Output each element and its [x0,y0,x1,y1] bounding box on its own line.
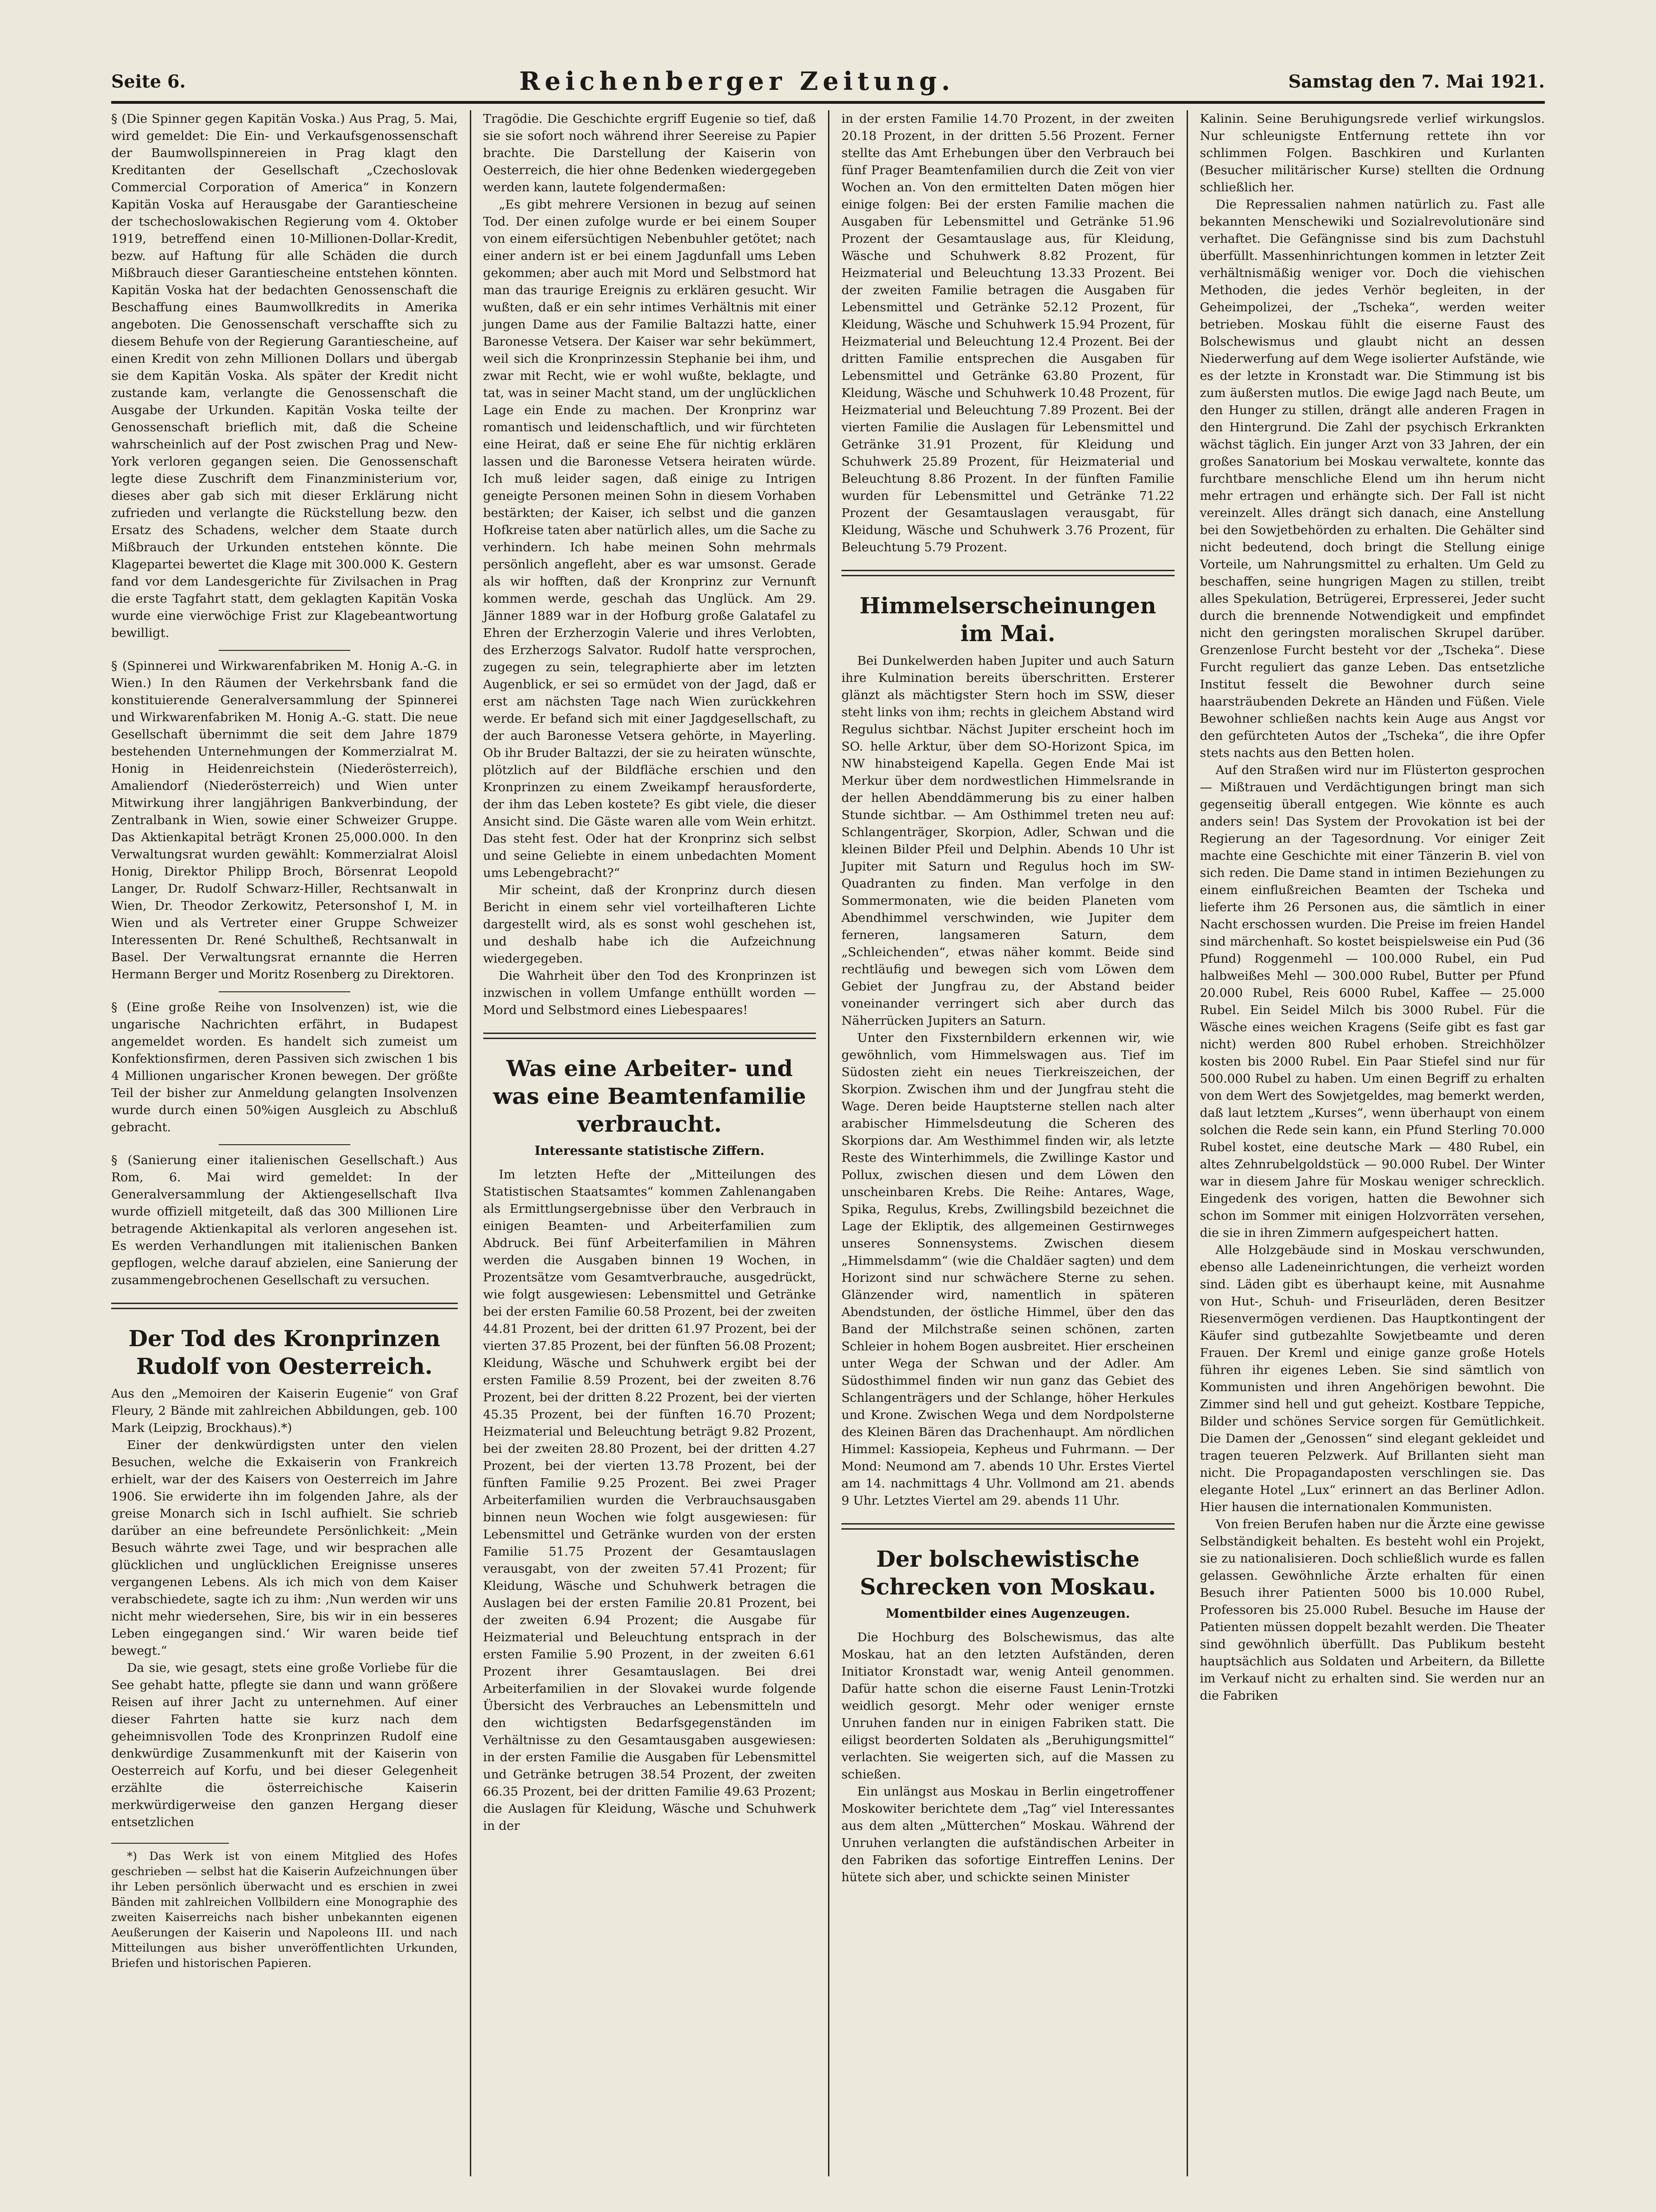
article-headline-rudolf: Der Tod des Kronprinzen Rudolf von Oesterreich. [128,1326,441,1380]
section-rule [841,1523,1175,1530]
columns [111,110,1545,2176]
article-headline-family: Was eine Arbeiter- und was eine Beamtenfamilie verbraucht. [493,1056,806,1137]
column-2 [470,110,828,2176]
article-headline-moscow: Der bolschewistische Schrecken von Moskau. [860,1546,1156,1600]
article-subheadline: Interessante statistische Ziffern. [534,1144,765,1158]
article-paragraph: Alle Holzgebäude sind in Moskau verschwunden, ebenso alle Ladeneinrichtungen, die verheizt worden sind. Läden gibt es überhaupt keine, mit Ausnahme von Hut-, Schuh- und Friseurläden, deren Besitzer Riesenvermögen verdienen. Das Hauptkontingent der Käufer sind gutbezahlte Sowjetbeamte und deren Frauen. Der Kreml und einige ganze große Hotels führen ihr eigenes Leben. Sie sind sämtlich von Kommunisten und ihren Angehörigen bewohnt. Die Zimmer sind hell und gut geheizt. Kostbare Teppiche, Bilder und schönes Service sorgen für Gemütlichkeit. Die Damen der „Genossen“ sind elegant gekleidet und tragen teueren Pelzwerk. Auf Brillanten sieht man nicht. Die Propagandaposten verschlingen sie. Das elegante Hotel „Lux“ erinnert an das Berliner Adlon. Hier hausen die internationalen Kommunisten. [1200,1243,1545,1514]
section-rule [483,1033,816,1039]
article-intro-rudolf: Aus den „Memoiren der Kaiserin Eugenie“ von Graf Fleury, 2 Bände mit zahlreichen Abbildungen, geb. 100 Mark (Leipzig, Brockhaus).*) [111,1386,458,1435]
masthead [111,65,1545,97]
article-paragraph: Auf den Straßen wird nur im Flüsterton gesprochen — Mißtrauen und Verdächtigungen bringt man sich gegenseitig überall entgegen. Wie könnte es auch anders sein! Das System der Provokation ist bei der Regierung an der Tagesordnung. Vor einiger Zeit machte eine Geschichte mit einer Tänzerin B. viel von sich reden. Die Dame stand in intimen Beziehungen zu einem einflußreichen Beamten der Tscheka und lieferte ihm 26 Personen aus, die sämtlich in einer Nacht erschossen wurden. Die Preise im freien Handel sind märchenhaft. So kostet beispielsweise ein Pud (36 Pfund) Roggenmehl — 100.000 Rubel, ein Pud halbweißes Mehl — 300.000 Rubel, Butter per Pfund 20.000 Rubel, Reis 6000 Rubel, Kaffee — 25.000 Rubel. Ein Seidel Milch bis 3000 Rubel. Für die Wäsche eines weichen Kragens (Seife gibt es fast gar nicht) werden 800 Rubel erhoben. Streichhölzer kosten bis 2000 Rubel. Ein Paar Stiefel sind nur für 500.000 Rubel zu haben. Um einen Begriff zu erhalten von dem Wert des Sowjetgeldes, mag bemerkt werden, daß laut letztem „Kurses“, wenn überhaupt von einem solchen die Rede sein kann, ein Pfund Sterling 70.000 Rubel kostet, eine deutsche Mark — 480 Rubel, ein altes Zehnrubelgoldstück — 90.000 Rubel. Der Winter war in diesem Jahre für Moskau weniger schrecklich. Eingedenk des vorigen, hatten die Bewohner sich schon im Sommer mit einigen Holzvorräten versehen, die sie in ihren Zimmern aufgespeichert hatten. [1200,763,1545,1240]
article-paragraph: Einer der denkwürdigsten unter den vielen Besuchen, welche die Exkaiserin von Frankreich erhielt, war der des Kaisers von Oesterreich im Jahre 1906. Sie erwiderte ihn im folgenden Jahre, als der greise Monarch sich in Ischl aufhielt. Sie schrieb darüber an eine befreundete Persönlichkeit: „Mein Besuch währte zwei Tage, und wir besprachen alle glücklichen und unglücklichen Ereignisse unseres vergangenen Lebens. Als ich mich von dem Kaiser verabschiedete, sagte ich zu ihm: ‚Nun werden wir uns nicht mehr wiedersehen, Sire, bis wir in ein besseres Leben eingegangen sind.‘ Wir waren beide tief bewegt.“ [111,1438,458,1658]
article-paragraph: Ein unlängst aus Moskau in Berlin eingetroffener Moskowiter berichtete dem „Tag“ viel Interessantes aus dem alten „Mütterchen“ Moskau. Während der Unruhen verlangten die aufständischen Arbeiter in den Fabriken das sofortige Eintreffen Lenins. Der hütete sich aber, und schickte seinen Minister [841,1784,1175,1884]
page-number: Seite 6. [111,70,186,92]
column-4 [1187,110,1545,2176]
newspaper-title: Reichenberger Zeitung. [519,66,955,96]
article-paragraph: Tragödie. Die Geschichte ergriff Eugenie so tief, daß sie sie sofort noch während ihrer Seereise zu Papier brachte. Die Darstellung der Kaiserin von Oesterreich, die hier ohne Bedenken wiedergegeben werden kann, lautete folgendermaßen: [483,112,816,195]
article-paragraph: Im letzten Hefte der „Mitteilungen des Statistischen Staatsamtes“ kommen Zahlenangaben als Ermittlungsergebnisse über den Verbrauch in einigen Beamten- und Arbeiterfamilien zum Abdruck. Bei fünf Arbeiterfamilien in Mähren werden die Ausgaben binnen 19 Wochen, in Prozentsätze vom Gesamtverbrauche, ausgedrückt, wie folgt ausgewiesen: Lebensmittel und Getränke bei der ersten Familie 60.58 Prozent, bei der zweiten 44.81 Prozent, bei der dritten 61.97 Prozent, bei der vierten 37.85 Prozent, bei der fünften 56.08 Prozent; Kleidung, Wäsche und Schuhwerk ergibt bei der ersten Familie 8.59 Prozent, bei der zweiten 8.76 Prozent, bei der dritten 8.22 Prozent, bei der vierten 45.35 Prozent, bei der fünften 16.70 Prozent; Heizmaterial und Beleuchtung beträgt 9.82 Prozent, bei der zweiten 28.80 Prozent, bei der dritten 4.27 Prozent, bei der vierten 13.78 Prozent, bei der fünften Familie 9.25 Prozent. Bei zwei Prager Arbeiterfamilien wurden die Verbrauchsausgaben binnen neun Wochen wie folgt ausgewiesen: für Lebensmittel und Getränke wurden von der ersten Familie 51.75 Prozent der Gesamtauslagen verausgabt, von der zweiten 57.41 Prozent; für Kleidung, Wäsche und Schuhwerk betragen die Auslagen bei der ersten Familie 20.81 Prozent, bei der zweiten 6.94 Prozent; die Ausgabe für Heizmaterial und Beleuchtung entsprach in der ersten Familie 5.90 Prozent, in der zweiten 6.61 Prozent ihrer Gesamtauslagen. Bei drei Arbeiterfamilien in der Slovakei wurde folgende Übersicht des Verbrauches an Lebensmitteln und den wichtigsten Bedarfsgegenständen im Verhältnisse zu den Gesamtausgaben ausgewiesen: in der ersten Familie die Ausgaben für Lebensmittel und Getränke betrugen 38.54 Prozent, der zweiten 66.35 Prozent, bei der dritten Familie 49.63 Prozent; die Auslagen für Kleidung, Wäsche und Schuhwerk in der [483,1167,816,1833]
news-item-insolvencies: § (Eine große Reihe von Insolvenzen) ist, wie die ungarische Nachrichten erfährt, in Budapest angemeldet worden. Es handelt sich zumeist um Konfektionsfirmen, deren Passiven sich zwischen 1 bis 4 Millionen ungarischer Kronen bewegen. Der größte Teil der bisher zur Anmeldung gelangten Insolvenzen wurde durch einen 50%igen Ausgleich zu Abschluß gebracht. [111,1000,458,1134]
section-rule [841,570,1175,576]
masthead-rule [111,101,1545,104]
article-paragraph: Die Wahrheit über den Tod des Kronprinzen ist inzwischen in vollem Umfange enthüllt worden — Mord und Selbstmord eines Liebespaares! [483,969,816,1017]
issue-date: Samstag den 7. Mai 1921. [1288,70,1545,92]
news-item-ilva: § (Sanierung einer italienischen Gesellschaft.) Aus Rom, 6. Mai wird gemeldet: In der Generalversammlung der Aktiengesellschaft Ilva wurde offiziell mitgeteilt, daß das 300 Millionen Lire betragende Aktienkapital als verloren angesehen ist. Es werden Verhandlungen mit italienischen Banken gepflogen, welche darauf abzielen, eine Sanierung der zusammengebrochenen Gesellschaft zu versuchen. [111,1153,458,1287]
article-paragraph: Die Hochburg des Bolschewismus, das alte Moskau, hat an den letzten Aufständen, deren Initiator Kronstadt war, wenig Anteil genommen. Dafür hatte schon die eiserne Faust Lenin-Trotzki weidlich gesorgt. Mehr oder weniger ernste Unruhen fanden nur in einigen Fabriken statt. Die eiligst beorderten Soldaten als „Beruhigungsmittel“ verlachten. Sie weigerten sich, auf die Massen zu schießen. [841,1630,1175,1782]
article-paragraph: in der ersten Familie 14.70 Prozent, in der zweiten 20.18 Prozent, in der dritten 5.56 Prozent. Ferner stellte das Amt Erhebungen über den Verbrauch bei fünf Prager Beamtenfamilien durch die Zeit von vier Wochen an. Von den ermittelten Daten mögen hier einige folgen: Bei der ersten Familie machen die Ausgaben für Lebensmittel und Getränke 51.96 Prozent der Gesamtauslage aus, für Kleidung, Wäsche und Schuhwerk 8.82 Prozent, für Heizmaterial und Beleuchtung 13.33 Prozent. Bei der zweiten Familie betragen die Ausgaben für Lebensmittel und Getränke 52.12 Prozent, für Kleidung, Wäsche und Schuhwerk 15.94 Prozent, für Heizmaterial und Beleuchtung 12.4 Prozent. Bei der dritten Familie entsprechen die Ausgaben für Lebensmittel und Getränke 63.80 Prozent, für Kleidung, Wäsche und Schuhwerk 10.48 Prozent, für Heizmaterial und Beleuchtung 7.89 Prozent. Bei der vierten Familie die Auslagen für Lebensmittel und Getränke 31.91 Prozent, für Kleidung und Schuhwerk 25.89 Prozent, für Heizmaterial und Beleuchtung 8.86 Prozent. In der fünften Familie wurden für Lebensmittel und Getränke 71.22 Prozent der Gesamtauslagen verausgabt, für Kleidung, Wäsche und Schuhwerk 3.76 Prozent, für Beleuchtung 5.79 Prozent. [841,112,1175,555]
article-paragraph: Kalinin. Seine Beruhigungsrede verlief wirkungslos. Nur schleunigste Entfernung rettete ihn vor schlimmen Folgen. Baschkiren und Kurlanten (Besucher militärischer Kurse) stellten die Ordnung schließlich her. [1200,112,1545,195]
divider [219,650,350,651]
article-paragraph: Von freien Berufen haben nur die Ärzte eine gewisse Selbständigkeit behalten. Es besteht wohl ein Projekt, sie zu nationalisieren. Doch schließlich wurde es fallen gelassen. Gewöhnliche Ärzte erhalten für einen Besuch ihrer Patienten 5000 bis 10.000 Rubel, Professoren bis 25.000 Rubel. Besuche im Hause der Patienten müssen doppelt bezahlt werden. Die Theater sind gewöhnlich überfüllt. Das Publikum besteht hauptsächlich aus Soldaten und Arbeitern, da Billette im Verkauf nicht zu erhalten sind. Sie werden nur an die Fabriken [1200,1517,1545,1703]
article-paragraph: „Es gibt mehrere Versionen in bezug auf seinen Tod. Der einen zufolge wurde er bei einem Souper von einem eifersüchtigen Nebenbuhler getötet; nach einer andern ist er bei einem Jagdunfall ums Leben gekommen; aber auch mit Mord und Selbstmord hat man das traurige Ereignis zu erklären gesucht. Wir wußten, daß er ein sehr intimes Verhältnis mit einer jungen Dame aus der Familie Baltazzi hatte, einer Baronesse Vetsera. Der Kaiser war sehr bekümmert, weil sich die Kronprinzessin Stephanie bei ihm, und zwar mit Recht, wie er wohl wußte, beklagte, und tat, was in seiner Macht stand, um der unglücklichen Lage ein Ende zu machen. Der Kronprinz war romantisch und leidenschaftlich, und wir fürchteten eine Heirat, daß er seine Ehe für nichtig erklären lassen und die Baronesse Vetsera heiraten würde. Ich muß leider sagen, daß einige zu Intrigen geneigte Personen meinen Sohn in diesem Vorhaben bestärkten; der Kaiser, ich selbst und die ganzen Hofkreise taten aber natürlich alles, um die Sache zu verhindern. Ich habe meinen Sohn mehrmals persönlich angefleht, aber es war umsonst. Gerade als wir hofften, daß der Kronprinz zur Vernunft kommen werde, geschah das Unglück. Am 29. Jänner 1889 war in der Hofburg große Galatafel zu Ehren der Erzherzogin Valerie und ihres Verlobten, des Erzherzogs Salvator. Rudolf hatte versprochen, zugegen zu sein, telegraphierte aber im letzten Augenblick, er sei so ermüdet von der Jagd, daß er erst am nächsten Tage nach Wien zurückkehren werde. Er befand sich mit einer Jagdgesellschaft, zu der auch Baronesse Vetsera gehörte, in Mayerling. Ob ihr Bruder Baltazzi, der sie zu heiraten wünschte, plötzlich auf der Bildfläche erschien und den Kronprinzen zu einem Zweikampf herausforderte, der ihm das Leben kostete? Es gibt viele, die dieser Ansicht sind. Die Gäste waren alle vom Wein erhitzt. Das steht fest. Oder hat der Kronprinz sich selbst und seine Geliebte in einem unbedachten Moment ums Lebengebracht?“ [483,197,816,880]
article-paragraph: Da sie, wie gesagt, stets eine große Vorliebe für die See gehabt hatte, pflegte sie dann und wann größere Reisen auf ihrer Jacht zu unternehmen. Auf einer dieser Fahrten hatte sie kurz nach dem geheimnisvollen Tode des Kronprinzen Rudolf eine denkwürdige Zusammenkunft mit der Kaiserin von Oesterreich auf Korfu, und bei dieser Gelegenheit erzählte die österreichische Kaiserin merkwürdigerweise den ganzen Hergang dieser entsetzlichen [111,1661,458,1829]
article-paragraph: Die Repressalien nahmen natürlich zu. Fast alle bekannten Menschewiki und Sozialrevolutionäre sind verhaftet. Die Gefängnisse sind bis zum Dachstuhl überfüllt. Massenhinrichtungen kommen in letzter Zeit verhältnismäßig weniger vor. Doch die viehischen Methoden, die jedes Verhör begleiten, in der Geheimpolizei, der „Tscheka“, werden weiter betrieben. Moskau fühlt die eiserne Faust des Bolschewismus und glaubt nicht an dessen Niederwerfung auf dem Wege isolierter Aufstände, wie es der letzte in Kronstadt war. Die Stimmung ist bis zum äußersten mutlos. Die ewige Jagd nach Beute, um den Hunger zu stillen, drängt alle anderen Fragen in den Hintergrund. Die Zahl der psychisch Erkrankten wächst täglich. Ein junger Arzt von 33 Jahren, der ein großes Sanatorium bei Moskau verwaltete, konnte das furchtbare menschliche Elend um ihn herum nicht mehr ertragen und erhängte sich. Der Fall ist nicht vereinzelt. Alles drängt sich danach, eine Anstellung bei den Sowjetbehörden zu erhalten. Die Gehälter sind nicht bedeutend, doch bringt die Stellung einige Vorteile, um Nahrungsmittel zu erhalten. Um Geld zu beschaffen, seine hungrigen Magen zu stillen, treibt alles Spekulation, Betrügerei, Erpresserei, Jeder sucht durch die brennende Notwendigkeit und empfindet nicht den geringsten moralischen Skrupel darüber. Grenzenlose Furcht besteht vor der „Tscheka“. Diese Furcht reguliert das ganze Leben. Das entsetzliche Institut fesselt die Bewohner durch seine haarsträubenden Dekrete an Händen und Füßen. Viele Bewohner schließen nachts kein Auge aus Angst vor den gefürchteten Autos der „Tscheka“, die ihre Opfer stets nachts aus den Betten holen. [1200,197,1545,760]
divider [219,991,350,992]
column-3 [828,110,1187,2176]
news-item-honig: § (Spinnerei und Wirkwarenfabriken M. Honig A.-G. in Wien.) In den Räumen der Verkehrsbank fand die konstituierende Generalversammlung der Spinnerei und Wirkwarenfabriken M. Honig A.-G. statt. Die neue Gesellschaft übernimmt die seit dem Jahre 1879 bestehenden Unternehmungen der Kommerzialrat M. Honig in Heidenreichstein (Niederösterreich), Amaliendorf (Niederösterreich) und Wien unter Mitwirkung ihrer langjährigen Bankverbindung, der Zentralbank in Wien, sowie einer Schweizer Gruppe. Das Aktienkapital beträgt Kronen 25,000.000. In den Verwaltungsrat wurden gewählt: Kommerzialrat Aloisl Honig, Direktor Philipp Broch, Börsenrat Leopold Langer, Dr. Rudolf Schwarz-Hiller, Rechtsanwalt in Wien, Dr. Theodor Zerkowitz, Petersonshof I, M. in Wien und als Vertreter einer Gruppe Schweizer Interessenten Dr. René Schultheß, Rechtsanwalt in Basel. Der Verwaltungsrat ernannte die Herren Hermann Berger und Moritz Rosenberg zu Direktoren. [111,659,458,982]
section-rule [111,1303,458,1309]
news-item-voska: § (Die Spinner gegen Kapitän Voska.) Aus Prag, 5. Mai, wird gemeldet: Die Ein- und Verkaufsgenossenschaft der Baumwollspinnereien in Prag klagt den Kreditanten der Gesellschaft „Czechoslovak Commercial Corporation of America“ in Konzern Kapitän Voska auf Herausgabe der Garantiescheine der tschechoslowakischen Regierung vom 4. Oktober 1919, betreffend einen 10-Millionen-Dollar-Kredit, bezw. auf Haftung für alle Schäden die durch Mißbrauch dieser Garantiescheine entstehen könnten. Kapitän Voska hat der bedachten Genossenschaft die Beschaffung eines Baumwollkredits in Amerika angeboten. Die Genossenschaft verschaffte sich zu diesem Behufe von der Regierung Garantiescheine, auf einen Kredit von zehn Millionen Dollars und übergab sie dem Kapitän Voska. Als später der Kredit nicht zustande kam, verlangte die Genossenschaft die Ausgabe der Urkunden. Kapitän Voska teilte der Genossenschaft brieflich mit, daß die Scheine wahrscheinlich auf der Post zwischen Prag und New-York verloren gegangen seien. Die Genossenschaft legte diese Zuschrift dem Finanzministerium vor, dieses aber gab sich mit dieser Erklärung nicht zufrieden und verlangte die Rückstellung bezw. den Ersatz des Schadens, welcher dem Staate durch Mißbrauch der Urkunden entstehen könnte. Die Klagepartei bewertet die Klage mit 300.000 K. Gestern fand vor dem Landesgerichte für Zivilsachen in Prag die erste Tagfahrt statt, dem geklagten Kapitän Voska wurde eine vierwöchige Frist zur Klagebeantwortung bewilligt. [111,112,458,640]
article-paragraph: Bei Dunkelwerden haben Jupiter und auch Saturn ihre Kulmination bereits überschritten. Ersterer glänzt als mächtigster Stern hoch im SSW, dieser steht links von ihm; rechts in gleichem Abstand wird Regulus sichtbar. Nächst Jupiter erscheint hoch im SO. helle Arktur, über dem SO-Horizont Spica, im NW hinabsteigend Kapella. Gegen Ende Mai ist Merkur über dem nordwestlichen Himmelsrande in der hellen Abenddämmerung bis zu einer halben Stunde sichtbar. — Am Osthimmel treten neu auf: Schlangenträger, Skorpion, Adler, Schwan und die kleinen Bilder Pfeil und Delphin. Abends 10 Uhr ist Jupiter mit Saturn und Regulus hoch im SW-Quadranten zu finden. Man verfolge in den Sommermonaten, wie die beiden Planeten vom Abendhimmel verschwinden, wie Jupiter dem ferneren, langsameren Saturn, dem „Schleichenden“, etwas näher kommt. Beide sind rechtläufig und bewegen sich vom Löwen dem Gebiet der Jungfrau zu, der Abstand beider voneinander verringert sich aber durch das Näherrücken Jupiters an Saturn. [841,654,1175,1028]
article-paragraph: Mir scheint, daß der Kronprinz durch diesen Bericht in einem sehr viel vorteilhafteren Lichte dargestellt wird, als es sonst wohl geschehen ist, und deshalb habe ich die Aufzeichnung wiedergegeben. [483,883,816,966]
footnote-rule [111,1843,229,1844]
column-1 [111,110,470,2176]
divider [219,1144,350,1145]
article-subheadline: Momentbilder eines Augenzeugen. [885,1607,1130,1621]
article-paragraph: Unter den Fixsternbildern erkennen wir, wie gewöhnlich, vom Himmelswagen aus. Tief im Südosten zieht ein neues Tierkreiszeichen, der Skorpion. Zwischen ihm und der Jungfrau steht die Wage. Deren beide Hauptsterne stellen nach alter arabischer Himmelsdeutung die Scheren des Skorpions dar. Am Westhimmel finden wir, als letzte Reste des Winterhimmels, die Zwillinge Kastor und Pollux, zwischen diesen und dem Löwen den unscheinbaren Krebs. Die Reihe: Antares, Wage, Spika, Regulus, Krebs, Zwillingsbild bezeichnet die Lage der Ekliptik, des allgemeinen Gestirnweges unseres Sonnensystems. Zwischen diesem „Himmelsdamm“ (wie die Chaldäer sagten) und dem Horizont sind nur schwächere Sterne zu sehen. Glänzender wird, namentlich in späteren Abendstunden, der östliche Himmel, über den das Band der Milchstraße seinen schönen, zarten Schleier in hohem Bogen ausbreitet. Hier erscheinen unter Wega der Schwan und der Adler. Am Südosthimmel finden wir nun ganz das Gebiet des Schlangenträgers und der Schlange, höher Herkules und Krone. Zwischen Wega und dem Nordpolsterne des Kleinen Bären das Drachenhaupt. Am nördlichen Himmel: Kassiopeia, Kepheus und Fuhrmann. — Der Mond: Neumond am 7. abends 10 Uhr. Erstes Viertel am 14. nachmittags 4 Uhr. Vollmond am 21. abends 9 Uhr. Letztes Viertel am 29. abends 11 Uhr. [841,1031,1175,1508]
footnote: *) Das Werk ist von einem Mitglied des Hofes geschrieben — selbst hat die Kaiserin Aufzeichnungen über ihr Leben persönlich überwacht und es erschien in zwei Bänden mit zahlreichen Vollbildern eine Monographie des zweiten Kaiserreichs nach bisher unbekannten eigenen Aeußerungen der Kaiserin und Napoleons III. und nach Mitteilungen aus bisher unveröffentlichten Urkunden, Briefen und historischen Papieren. [111,1849,458,1970]
article-headline-sky: Himmelserscheinungen im Mai. [860,593,1157,647]
